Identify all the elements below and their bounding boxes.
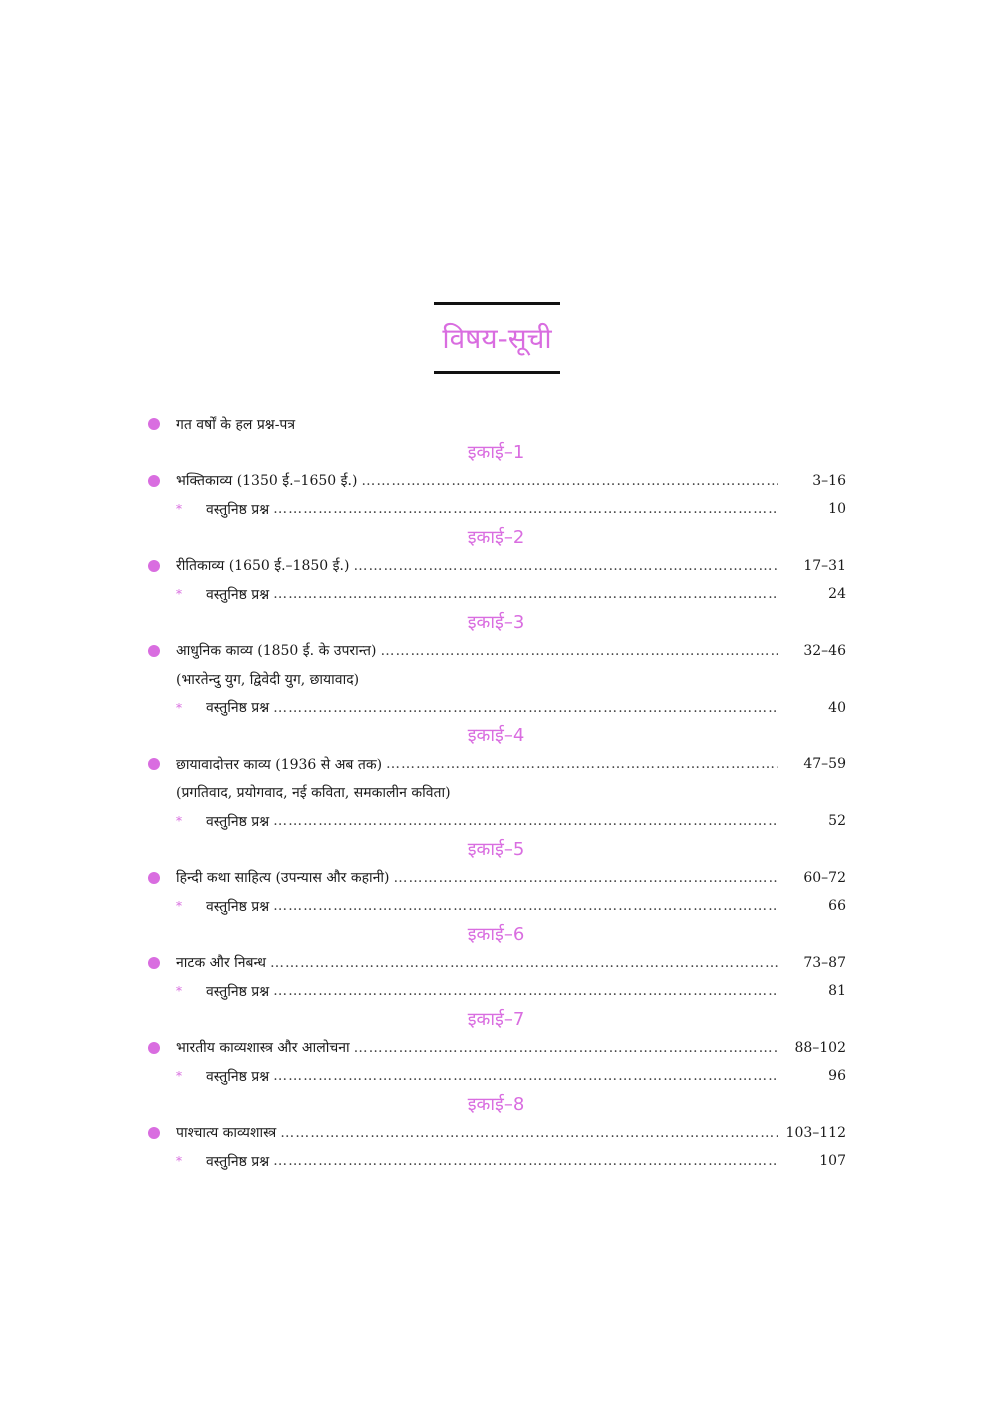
entry-pages: 47–59 — [803, 756, 846, 773]
leader-dots — [394, 870, 779, 886]
unit-heading: इकाई–3 — [467, 611, 525, 633]
leader-dots — [273, 1153, 778, 1169]
bullet-icon — [148, 560, 160, 572]
objective-label: वस्तुनिष्ठ प्रश्न — [206, 700, 270, 717]
toc-entry[interactable] — [146, 1119, 846, 1148]
leader-dots — [273, 898, 778, 914]
leader-dots — [273, 586, 778, 602]
leader-dots — [361, 473, 778, 489]
toc-entry[interactable] — [146, 637, 846, 666]
objective-label: वस्तुनिष्ठ प्रश्न — [206, 898, 270, 915]
leader-dots — [354, 1040, 778, 1056]
entry-pages: 60–72 — [803, 869, 846, 886]
objective-page: 24 — [828, 586, 846, 603]
leader-dots — [273, 813, 778, 829]
objective-entry[interactable] — [146, 1147, 846, 1176]
bullet-icon — [148, 1042, 160, 1054]
entry-pages: 32–46 — [803, 642, 846, 659]
entry-pages: 17–31 — [803, 557, 846, 574]
objective-page: 81 — [828, 983, 846, 1000]
title-block — [434, 302, 560, 374]
entry-title: रीतिकाव्य (1650 ई.–1850 ई.) — [176, 558, 350, 575]
objective-label: वस्तुनिष्ठ प्रश्न — [206, 586, 270, 603]
objective-entry[interactable] — [146, 977, 846, 1006]
leader-dots — [381, 643, 779, 659]
entry-title: हिन्दी कथा साहित्य (उपन्यास और कहानी) — [176, 870, 390, 887]
bullet-icon — [148, 645, 160, 657]
asterisk-icon: * — [176, 700, 182, 715]
asterisk-icon: * — [176, 1154, 182, 1169]
intro-entry[interactable] — [146, 410, 846, 439]
toc-entry[interactable] — [146, 552, 846, 581]
title-rule-bottom — [434, 371, 560, 374]
page-title: विषय-सूची — [442, 322, 552, 355]
leader-dots — [273, 983, 778, 999]
objective-entry[interactable] — [146, 694, 846, 723]
entry-pages: 3–16 — [812, 472, 846, 489]
entry-title: भक्तिकाव्य (1350 ई.–1650 ई.) — [176, 473, 358, 490]
asterisk-icon: * — [176, 587, 182, 602]
leader-dots — [280, 1125, 778, 1141]
toc-entry[interactable] — [146, 750, 846, 779]
entry-subtitle: (प्रगतिवाद, प्रयोगवाद, नई कविता, समकालीन कविता) — [176, 785, 451, 802]
asterisk-icon: * — [176, 1069, 182, 1084]
objective-entry[interactable] — [146, 892, 846, 921]
objective-entry[interactable] — [146, 807, 846, 836]
objective-page: 10 — [828, 501, 846, 518]
leader-dots — [273, 1068, 778, 1084]
entry-pages: 103–112 — [785, 1124, 846, 1141]
leader-dots — [386, 756, 778, 772]
toc-entry[interactable] — [146, 949, 846, 978]
asterisk-icon: * — [176, 814, 182, 829]
entry-pages: 73–87 — [803, 954, 846, 971]
bullet-icon — [148, 872, 160, 884]
leader-dots — [273, 700, 778, 716]
entry-subtitle-row — [146, 779, 846, 808]
unit-heading: इकाई–1 — [467, 441, 525, 463]
objective-page: 96 — [828, 1068, 846, 1085]
entry-title: आधुनिक काव्य (1850 ई. के उपरान्त) — [176, 643, 377, 660]
unit-heading: इकाई–5 — [467, 838, 525, 860]
leader-dots — [270, 955, 778, 971]
objective-page: 40 — [828, 699, 846, 716]
unit-heading: इकाई–7 — [467, 1008, 525, 1030]
intro-label: गत वर्षों के हल प्रश्न-पत्र — [176, 416, 296, 433]
entry-subtitle-row — [146, 665, 846, 694]
objective-page: 66 — [828, 898, 846, 915]
leader-dots — [273, 501, 778, 517]
objective-label: वस्तुनिष्ठ प्रश्न — [206, 1068, 270, 1085]
unit-heading: इकाई–2 — [467, 526, 525, 548]
table-of-contents — [146, 410, 846, 1176]
unit-heading: इकाई–8 — [467, 1093, 525, 1115]
objective-entry[interactable] — [146, 580, 846, 609]
entry-title: नाटक और निबन्ध — [176, 955, 267, 972]
entry-title: पाश्चात्य काव्यशास्त्र — [176, 1125, 277, 1142]
entry-pages: 88–102 — [794, 1039, 846, 1056]
unit-heading: इकाई–6 — [467, 923, 525, 945]
objective-entry[interactable] — [146, 495, 846, 524]
bullet-icon — [148, 758, 160, 770]
unit-heading: इकाई–4 — [467, 725, 525, 746]
entry-title: छायावादोत्तर काव्य (1936 से अब तक) — [176, 756, 383, 773]
objective-label: वस्तुनिष्ठ प्रश्न — [206, 1153, 270, 1170]
objective-label: वस्तुनिष्ठ प्रश्न — [206, 983, 270, 1000]
bullet-icon — [148, 957, 160, 969]
entry-subtitle: (भारतेन्दु युग, द्विवेदी युग, छायावाद) — [176, 671, 360, 688]
objective-page: 107 — [819, 1153, 846, 1170]
asterisk-icon: * — [176, 899, 182, 914]
objective-label: वस्तुनिष्ठ प्रश्न — [206, 501, 270, 518]
objective-label: वस्तुनिष्ठ प्रश्न — [206, 813, 270, 830]
toc-entry[interactable] — [146, 1034, 846, 1063]
bullet-icon — [148, 1127, 160, 1139]
leader-dots — [353, 558, 778, 574]
objective-page: 52 — [828, 813, 846, 830]
bullet-icon — [148, 475, 160, 487]
toc-entry[interactable] — [146, 467, 846, 496]
toc-entry[interactable] — [146, 864, 846, 893]
bullet-icon — [148, 418, 160, 430]
asterisk-icon: * — [176, 984, 182, 999]
entry-title: भारतीय काव्यशास्त्र और आलोचना — [176, 1040, 350, 1057]
asterisk-icon: * — [176, 502, 182, 517]
objective-entry[interactable] — [146, 1062, 846, 1091]
